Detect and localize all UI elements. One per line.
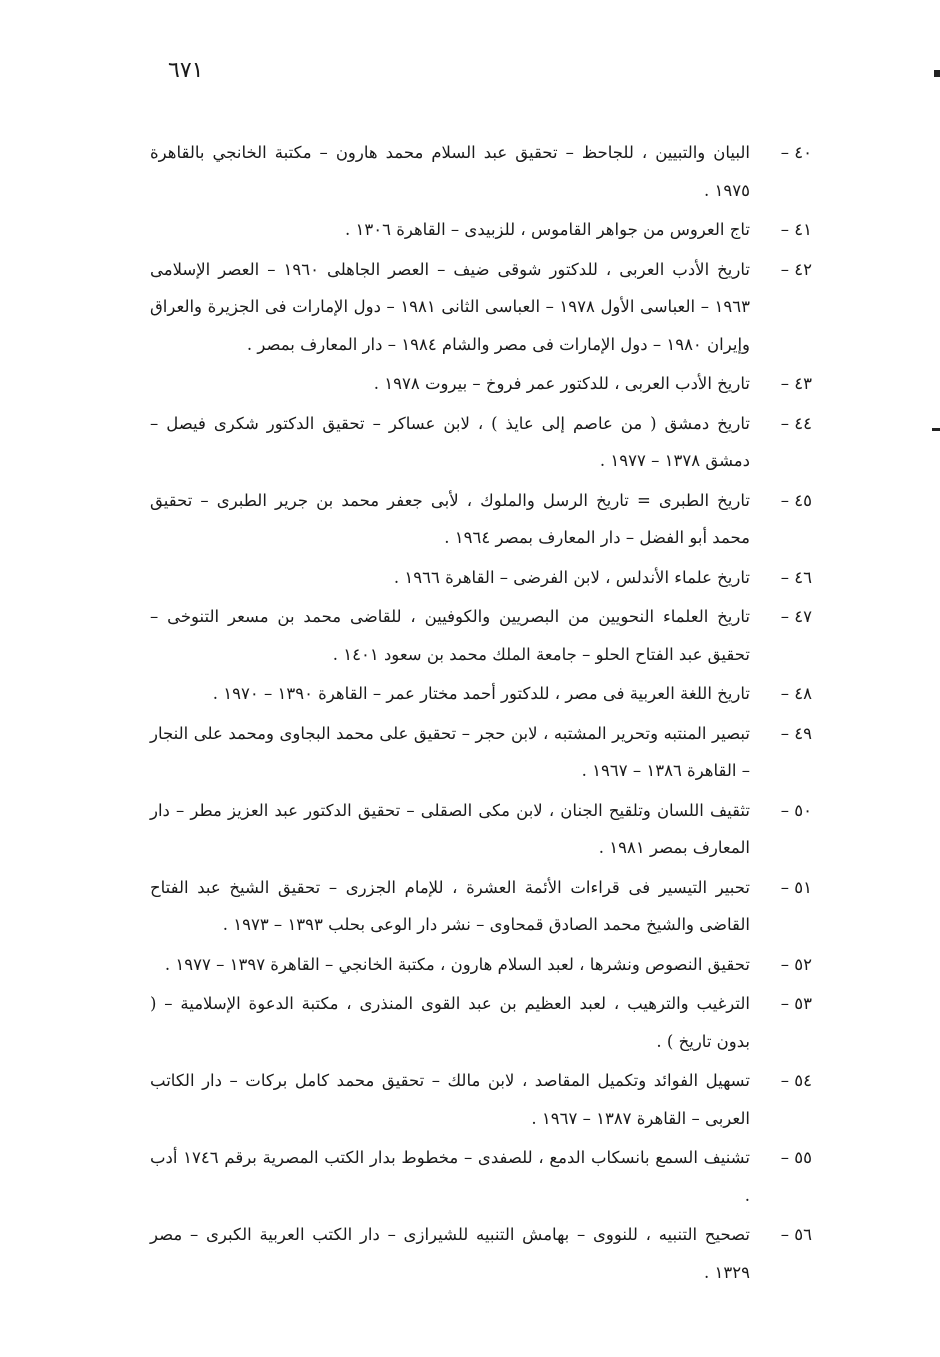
entry-number: ٤٥ – bbox=[780, 490, 812, 510]
entry-text: تحبير التيسير فى قراءات الأئمة العشرة ، للإمام الجزرى – تحقيق الشيخ عبد الفتاح القاضى والشيخ محمد الصادق قمحاوى – نشر دار الوعى بحلب ١٣٩٣ – ١٩٧٣ . bbox=[150, 877, 750, 934]
entry-text: تاج العروس من جواهر القاموس ، للزبيدى – القاهرة ١٣٠٦ . bbox=[345, 220, 750, 239]
scan-edge-mark-middle bbox=[932, 428, 940, 431]
bibliography-entry bbox=[150, 675, 812, 713]
entry-number: ٥٢ – bbox=[780, 954, 812, 974]
bibliography-entry bbox=[150, 985, 812, 1060]
entry-text: تحقيق النصوص ونشرها ، لعبد السلام هارون ، مكتبة الخانجي – القاهرة ١٣٩٧ – ١٩٧٧ . bbox=[164, 954, 750, 974]
entry-number: ٥٠ – bbox=[780, 800, 812, 820]
entry-text: تاريخ العلماء النحويين من البصريين والكوفيين ، للقاضى محمد بن مسعر التنوخى – تحقيق عبد الفتاح الحلو – جامعة الملك محمد بن سعود ١٤٠١ . bbox=[150, 607, 750, 664]
bibliography-entry bbox=[150, 1062, 812, 1137]
bibliography-entry bbox=[150, 211, 812, 249]
entry-number: ٤٩ – bbox=[780, 723, 812, 743]
bibliography-entry bbox=[150, 559, 812, 597]
entry-text: تاريخ الأدب العربى ، للدكتور عمر فروخ – بيروت ١٩٧٨ . bbox=[373, 374, 750, 393]
entry-number: ٤٣ – bbox=[780, 374, 812, 393]
entry-number: ٤٤ – bbox=[780, 413, 812, 433]
bibliography-entry bbox=[150, 1139, 812, 1214]
entry-text: تاريخ اللغة العربية فى مصر ، للدكتور أحمد مختار عمر – القاهرة ١٣٩٠ – ١٩٧٠ . bbox=[212, 684, 750, 703]
entry-text: تصحيح التنبيه ، للنووى – بهامش التنبيه للشيرازى – دار الكتب العربية الكبرى – مصر ١٣٢٩ . bbox=[150, 1225, 750, 1282]
entry-text: تسهيل الفوائد وتكميل المقاصد ، لابن مالك – تحقيق محمد كامل بركات – دار الكاتب العربى – القاهرة ١٣٨٧ – ١٩٦٧ . bbox=[150, 1071, 750, 1128]
bibliography-entry bbox=[150, 482, 812, 557]
entry-number: ٥١ – bbox=[780, 877, 812, 897]
entry-text: تاريخ دمشق ( من عاصم إلى عايذ ) ، لابن عساكر – تحقيق الدكتور شكرى فيصل – دمشق ١٣٧٨ – ١٩٧٧ . bbox=[150, 413, 750, 470]
bibliography-entry bbox=[150, 1216, 812, 1291]
entry-text: تثقيف اللسان وتلقيح الجنان ، لابن مكى الصقلى – تحقيق الدكتور عبد العزيز مطر – دار المعارف بمصر ١٩٨١ . bbox=[150, 800, 750, 857]
scan-edge-mark-top bbox=[934, 70, 940, 77]
entry-number: ٥٤ – bbox=[780, 1071, 812, 1090]
bibliography-entry bbox=[150, 251, 812, 364]
entry-number: ٥٥ – bbox=[780, 1148, 812, 1167]
entry-text: تشنيف السمع بانسكاب الدمع ، للصفدى – مخطوط بدار الكتب المصرية برقم ١٧٤٦ أدب . bbox=[150, 1148, 750, 1205]
entry-number: ٥٦ – bbox=[780, 1225, 812, 1244]
entry-number: ٤٨ – bbox=[780, 684, 812, 703]
bibliography-entry bbox=[150, 946, 812, 984]
bibliography-entry bbox=[150, 792, 812, 867]
bibliography-entry bbox=[150, 598, 812, 673]
entry-number: ٤٢ – bbox=[780, 259, 812, 279]
page-number: ٦٧١ bbox=[168, 58, 204, 83]
entry-text: تاريخ علماء الأندلس ، لابن الفرضى – القاهرة ١٩٦٦ . bbox=[393, 567, 750, 587]
entry-text: البيان والتبيين ، للجاحظ – تحقيق عبد السلام محمد هارون – مكتبة الخانجي بالقاهرة ١٩٧٥ . bbox=[150, 143, 750, 200]
entry-text: تبصير المنتبه وتحرير المشتبه ، لابن حجر – تحقيق على محمد البجاوى ومحمد على النجار – القاهرة ١٣٨٦ – ١٩٦٧ . bbox=[150, 723, 750, 780]
entry-text: الترغيب والترهيب ، لعبد العظيم بن عبد القوى المنذرى ، مكتبة الدعوة الإسلامية – ( بدون تاريخ ) . bbox=[150, 994, 750, 1051]
entry-text: تاريخ الأدب العربى ، للدكتور شوقى ضيف – العصر الجاهلى ١٩٦٠ – العصر الإسلامى ١٩٦٣ – العباسى الأول ١٩٧٨ – العباسى الثانى ١٩٨١ – دول الإمارات فى الجزيرة والعراق وإيران ١٩٨٠ – دول الإمارات فى مصر والشام ١٩٨٤ – دار المعارف بمصر . bbox=[150, 259, 750, 354]
entry-number: ٤٦ – bbox=[780, 567, 812, 587]
bibliography-list bbox=[150, 134, 812, 1293]
entry-number: ٤٠ – bbox=[780, 143, 812, 162]
entry-number: ٤٧ – bbox=[780, 607, 812, 626]
bibliography-entry bbox=[150, 134, 812, 209]
bibliography-entry bbox=[150, 715, 812, 790]
entry-text: تاريخ الطبرى = تاريخ الرسل والملوك ، لأبى جعفر محمد بن جرير الطبرى – تحقيق محمد أبو الفضل – دار المعارف بمصر ١٩٦٤ . bbox=[150, 490, 750, 547]
bibliography-entry bbox=[150, 869, 812, 944]
entry-number: ٤١ – bbox=[780, 220, 812, 239]
bibliography-entry bbox=[150, 405, 812, 480]
entry-number: ٥٣ – bbox=[780, 994, 812, 1013]
bibliography-entry bbox=[150, 365, 812, 403]
